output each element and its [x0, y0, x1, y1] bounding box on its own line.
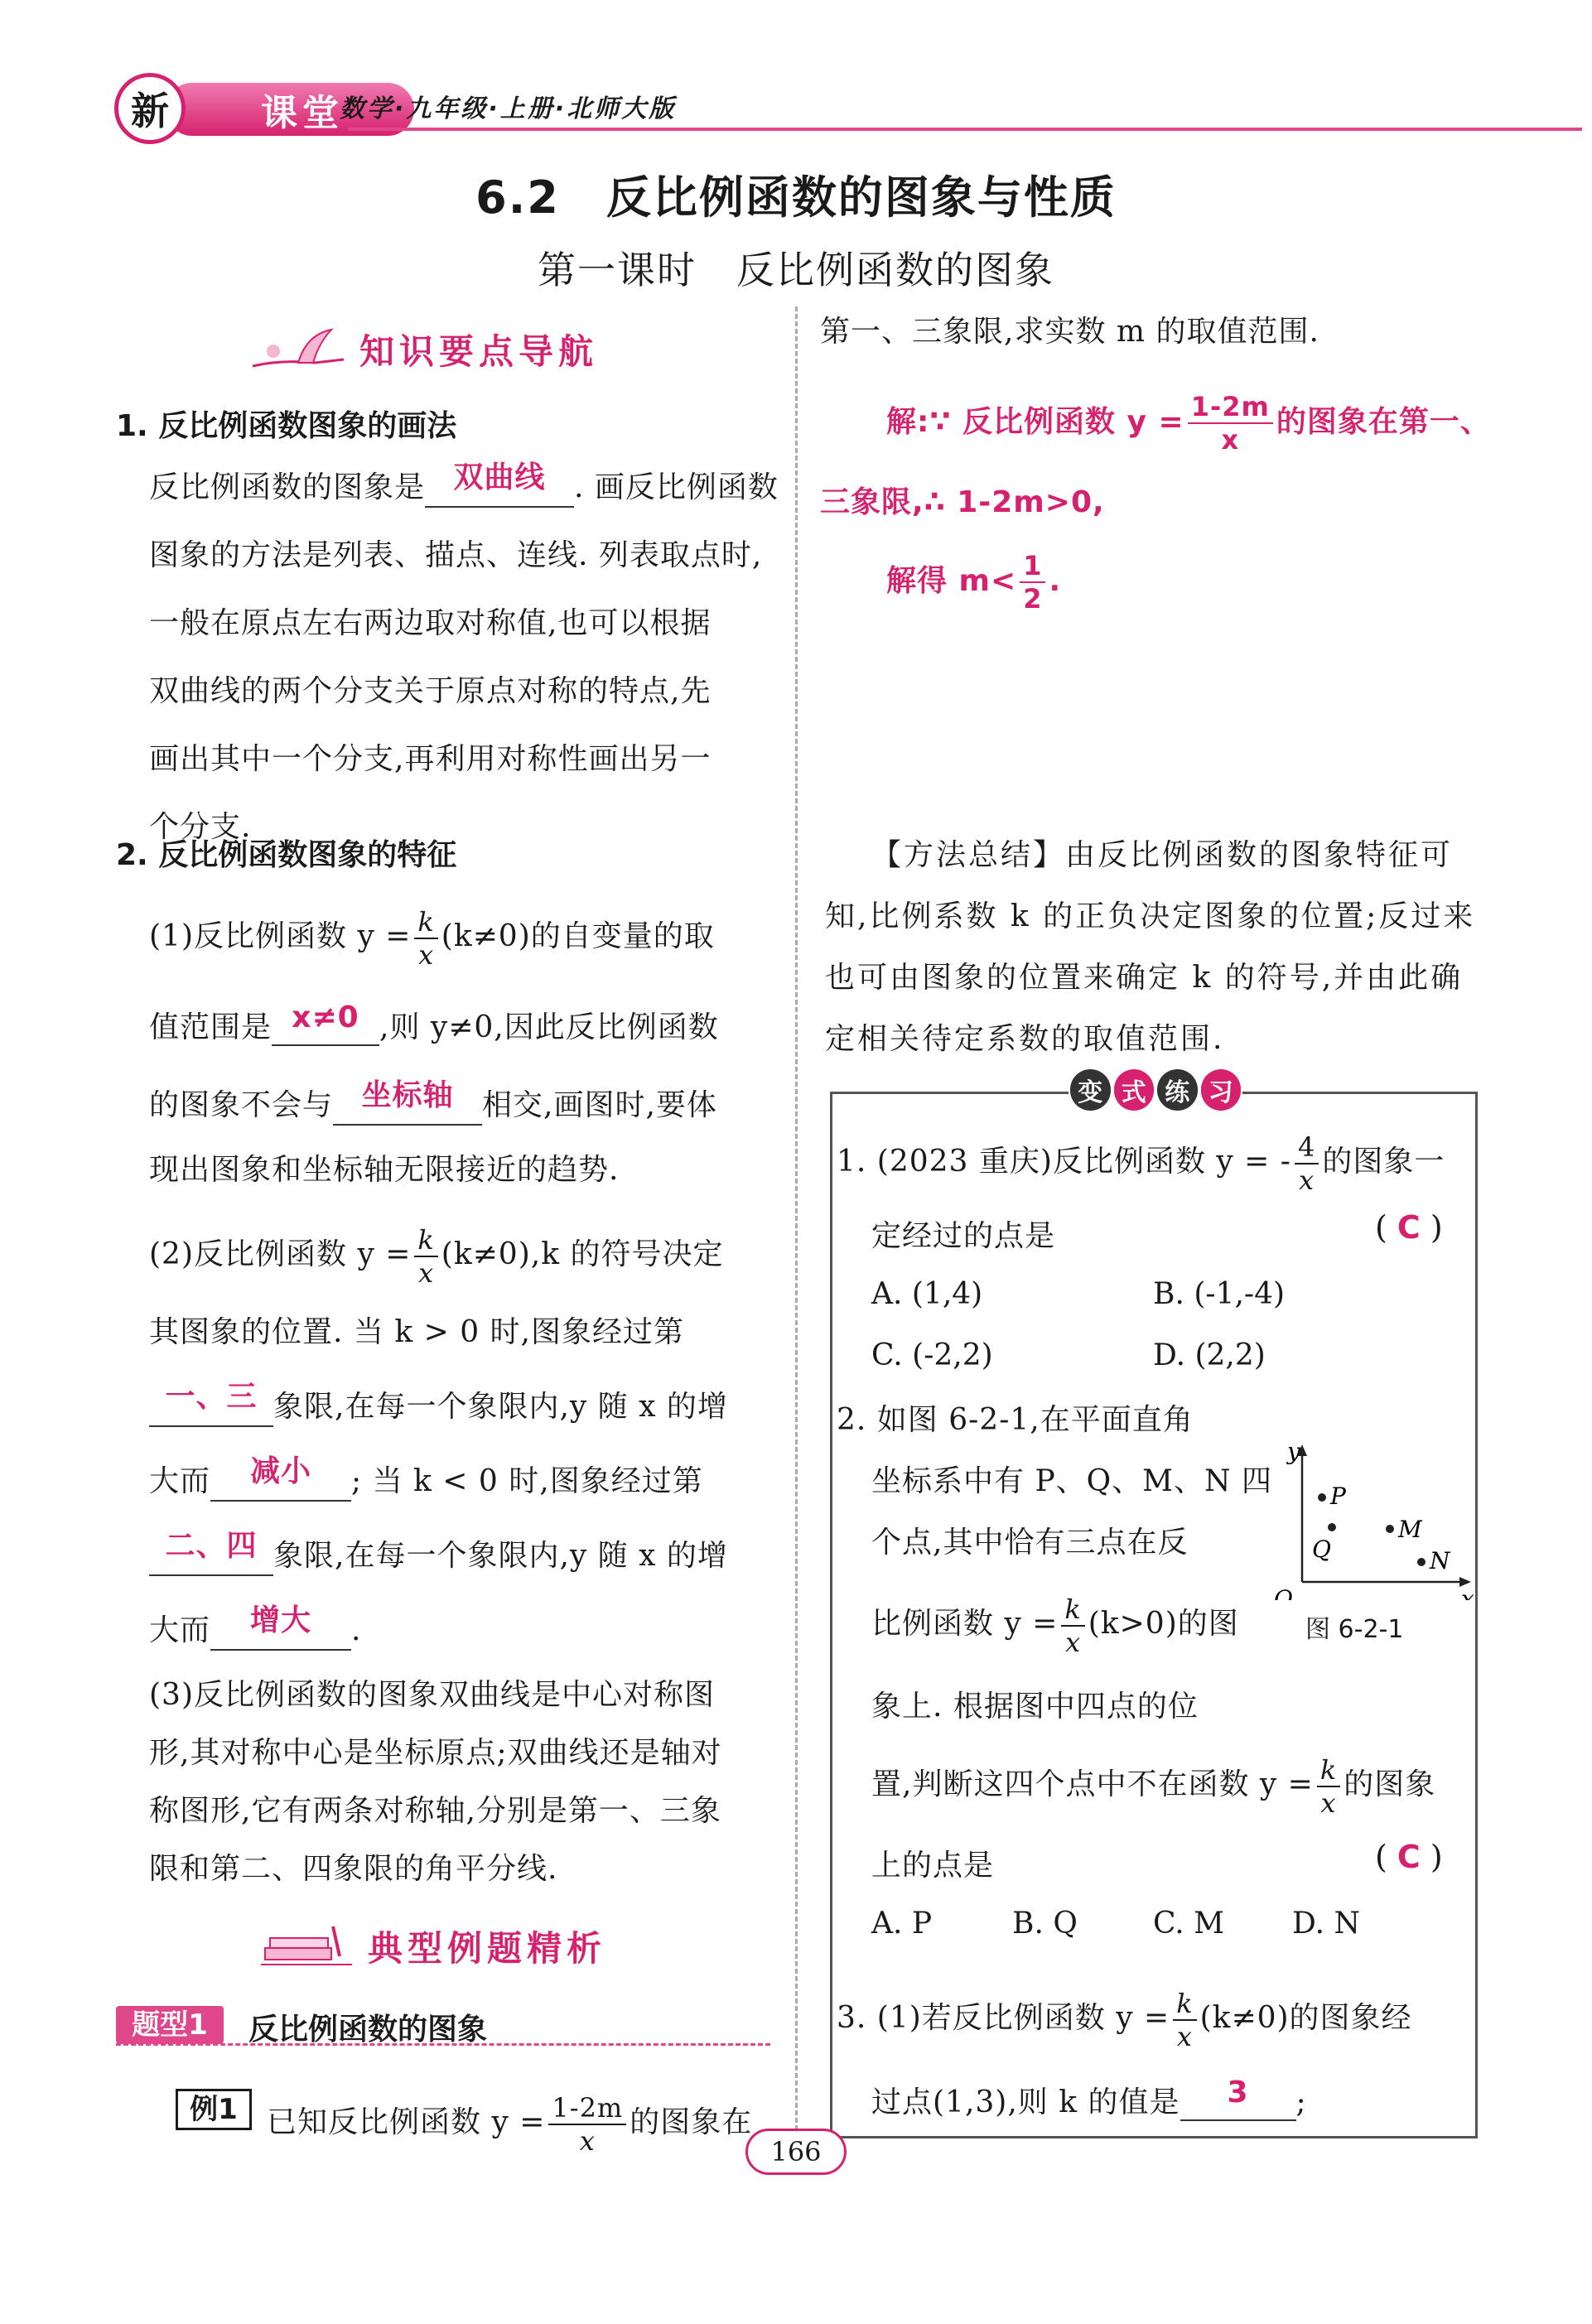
- p1-line-2: 图象的方法是列表、描点、连线. 列表取点时,: [149, 538, 763, 572]
- q3-blank: [1180, 2076, 1296, 2121]
- q2-choice-b: B. Q: [1012, 1907, 1078, 1941]
- solution-line-2: 三象限,∴ 1-2m>0,: [820, 485, 1105, 519]
- q2-line-3: 个点,其中恰有三点在反: [871, 1526, 1189, 1560]
- answer-7: 增大: [250, 1603, 312, 1637]
- fig-m-label: M: [1398, 1516, 1422, 1543]
- q3-line-1: 3. (1)若反比例函数 y = $\frac{k}{x}$ (k≠0)的图象经: [837, 1988, 1412, 2052]
- s2-line-4: 大而 减小 ; 当 k < 0 时,图象经过第: [149, 1458, 703, 1502]
- blank-3: [333, 1078, 482, 1126]
- fig-x-label: x: [1461, 1585, 1474, 1600]
- sol-fraction: $\frac{1-2m}{x}$: [1188, 391, 1273, 456]
- s2-line-3: 一、三 象限,在每一个象限内,y 随 x 的增: [149, 1383, 728, 1427]
- method-line-1: 【方法总结】由反比例函数的图象特征可: [871, 838, 1454, 872]
- s1-line-3: 的图象不会与 坐标轴 相交,画图时,要体: [149, 1082, 717, 1126]
- heading-1: 1. 反比例函数图象的画法: [116, 409, 457, 443]
- s1-line-1: (1)反比例函数 y = $\frac{k}{x}$ (k≠0)的自变量的取: [149, 906, 715, 971]
- s2-line-6: 大而 增大 .: [149, 1607, 361, 1651]
- s2-line-1: (2)反比例函数 y = $\frac{k}{x}$ (k≠0),k 的符号决定: [149, 1224, 724, 1289]
- s3-line-2: 形,其对称中心是坐标原点;双曲线还是轴对: [149, 1736, 722, 1770]
- section-title: 6.2 反比例函数的图象与性质: [475, 171, 1117, 224]
- example-1-cont: 第一、三象限,求实数 m 的取值范围.: [820, 315, 1319, 349]
- q3-answer: 3: [1227, 2076, 1249, 2109]
- logo-char: 新: [114, 73, 186, 144]
- header-rule: [348, 128, 1582, 131]
- lesson-title: 第一课时 反比例函数的图象: [538, 248, 1054, 292]
- q2-line-4: 比例函数 y = $\frac{k}{x}$ (k>0)的图: [871, 1594, 1239, 1658]
- s3-line-3: 称图形,它有两条对称轴,分别是第一、三象: [149, 1794, 721, 1828]
- half-fraction: $\frac{1}{2}$: [1020, 550, 1045, 615]
- q1-line-1: 1. (2023 重庆)反比例函数 y = - $\frac{4}{x}$ 的图象一: [837, 1131, 1445, 1196]
- k-over-x-2: $\frac{k}{x}$: [414, 1224, 437, 1289]
- s1-line-4: 现出图象和坐标轴无限接近的趋势.: [149, 1153, 620, 1187]
- point-n: [1417, 1558, 1426, 1566]
- q2-line-2: 坐标系中有 P、Q、M、N 四: [871, 1464, 1272, 1498]
- ex-fraction: $\frac{1-2m}{x}$: [548, 2092, 626, 2157]
- s1-line-2: 值范围是 x≠0 ,则 y≠0,因此反比例函数: [149, 1000, 719, 1044]
- fig-n-label: N: [1430, 1547, 1450, 1574]
- knowledge-banner-title: 知识要点导航: [359, 331, 599, 372]
- answer-2: x≠0: [292, 1000, 359, 1034]
- s2-line-5: 二、四 象限,在每一个象限内,y 随 x 的增: [149, 1532, 728, 1576]
- type-tag: 题型1: [116, 2006, 224, 2044]
- q1-choice-d: D. (2,2): [1153, 1338, 1266, 1372]
- blank-7: [210, 1603, 351, 1651]
- s3-line-4: 限和第二、四象限的角平分线.: [149, 1852, 558, 1886]
- q1-answer-paren: ( C ): [1375, 1209, 1443, 1246]
- q3-fraction: $\frac{k}{x}$: [1173, 1988, 1196, 2052]
- q2-line-1: 2. 如图 6-2-1,在平面直角: [837, 1403, 1194, 1437]
- solution-line-3: 解得 m< $\frac{1}{2}$ .: [886, 550, 1062, 615]
- method-line-2: 知,比例系数 k 的正负决定图象的位置;反过来: [825, 899, 1476, 933]
- point-p: [1318, 1493, 1326, 1502]
- q2-choice-c: C. M: [1153, 1907, 1225, 1941]
- p1-line-4: 双曲线的两个分支关于原点对称的特点,先: [149, 674, 712, 708]
- q1-choice-a: A. (1,4): [871, 1277, 983, 1311]
- blank-2: [272, 1000, 379, 1046]
- solution-line-1: 解:∵ 反比例函数 y = $\frac{1-2m}{x}$ 的图象在第一、: [886, 391, 1491, 456]
- page-header: [99, 73, 1491, 139]
- practice-tag-char: 习: [1201, 1069, 1242, 1111]
- examples-banner: [257, 1921, 606, 1971]
- q1-choice-c: C. (-2,2): [871, 1338, 993, 1372]
- q2-line-5: 象上. 根据图中四点的位: [871, 1690, 1199, 1724]
- s2-line-2: 其图象的位置. 当 k > 0 时,图象经过第: [149, 1315, 684, 1349]
- q2-choice-d: D. N: [1292, 1907, 1360, 1941]
- practice-tag-char: 式: [1114, 1069, 1155, 1111]
- q2-fraction-1: $\frac{k}{x}$: [1061, 1594, 1084, 1658]
- column-divider: [795, 306, 798, 2145]
- point-q: [1328, 1523, 1336, 1531]
- q2-line-7: 上的点是: [871, 1849, 995, 1883]
- page-number: 166: [745, 2129, 847, 2175]
- heading-2: 2. 反比例函数图象的特征: [116, 838, 457, 872]
- answer-6: 二、四: [165, 1529, 258, 1563]
- answer-5: 减小: [250, 1454, 312, 1488]
- q1-answer: C: [1397, 1209, 1421, 1246]
- p1-line-3: 一般在原点左右两边取对称值,也可以根据: [149, 606, 712, 640]
- figure-6-2-1: [1272, 1434, 1479, 1650]
- q2-answer-paren: ( C ): [1375, 1839, 1443, 1875]
- method-line-4: 定相关待定系数的取值范围.: [825, 1022, 1225, 1056]
- quill-icon: [248, 326, 348, 373]
- p1-line-1: 反比例函数的图象是 双曲线 . 画反比例函数: [149, 464, 779, 508]
- books-icon: [257, 1923, 356, 1970]
- fig-p-label: P: [1330, 1483, 1346, 1510]
- fig-q-label: Q: [1312, 1536, 1331, 1563]
- q2-line-6: 置,判断这四个点中不在函数 y = $\frac{k}{x}$ 的图象: [871, 1754, 1436, 1819]
- figure-caption: 图 6-2-1: [1305, 1615, 1404, 1644]
- q3-line-2: 过点(1,3),则 k 的值是 3 ;: [871, 2076, 1307, 2119]
- coordinate-plane: [1272, 1434, 1479, 1600]
- question-type-bar: [116, 2004, 770, 2046]
- blank-5: [210, 1454, 351, 1502]
- point-m: [1386, 1525, 1394, 1533]
- practice-tag-char: 变: [1070, 1069, 1111, 1111]
- type-title: 反比例函数的图象: [248, 2013, 488, 2047]
- example-tag: 例1: [176, 2089, 252, 2130]
- answer-1: 双曲线: [453, 460, 546, 494]
- k-over-x: $\frac{k}{x}$: [414, 906, 437, 971]
- answer-3: 坐标轴: [361, 1078, 454, 1112]
- fig-origin-label: O: [1274, 1585, 1293, 1600]
- knowledge-banner: [248, 325, 598, 374]
- q2-choice-a: A. P: [871, 1907, 933, 1941]
- series-title: 数学·九年级·上册·北师大版: [340, 94, 677, 123]
- blank-1: [425, 460, 574, 508]
- fig-y-label: y: [1287, 1438, 1300, 1465]
- s3-line-1: (3)反比例函数的图象双曲线是中心对称图: [149, 1678, 715, 1712]
- example-1-text: 已知反比例函数 y = $\frac{1-2m}{x}$ 的图象在: [267, 2092, 753, 2157]
- q1-line-2: 定经过的点是: [871, 1219, 1056, 1253]
- blank-6: [149, 1529, 273, 1576]
- q1-fraction: $\frac{4}{x}$: [1295, 1131, 1319, 1196]
- p1-line-5: 画出其中一个分支,再利用对称性画出另一: [149, 742, 712, 776]
- answer-4: 一、三: [165, 1380, 258, 1414]
- practice-tag: [1069, 1067, 1242, 1113]
- logo-text: 课堂: [166, 83, 414, 136]
- p1-line-6: 个分支.: [149, 810, 252, 844]
- q2-answer: C: [1397, 1839, 1421, 1875]
- method-line-3: 也可由图象的位置来确定 k 的符号,并由此确: [825, 961, 1464, 995]
- practice-tag-char: 练: [1157, 1069, 1198, 1111]
- q2-fraction-2: $\frac{k}{x}$: [1317, 1754, 1340, 1819]
- blank-4: [149, 1380, 273, 1427]
- examples-banner-title: 典型例题精析: [368, 1928, 607, 1969]
- q1-choice-b: B. (-1,-4): [1153, 1277, 1286, 1311]
